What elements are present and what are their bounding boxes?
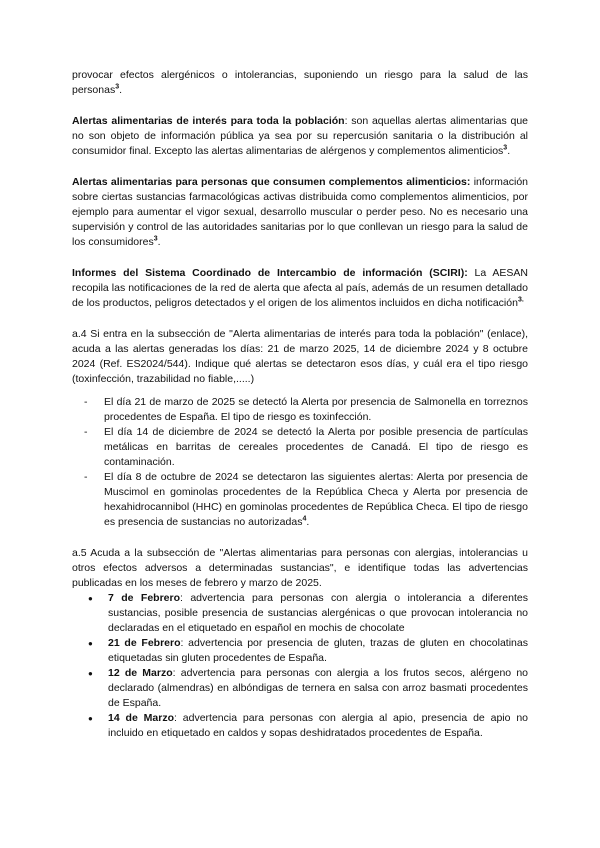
definition-heading: Informes del Sistema Coordinado de Intercambio de información (SCIRI):	[72, 267, 468, 279]
list-item-text: : advertencia por presencia de gluten, trazas de gluten en chocolatinas etiquetadas sin gluten procedentes de España.	[108, 637, 528, 664]
definition-heading: Alertas alimentarias para personas que consumen complementos alimenticios:	[72, 176, 471, 188]
definition-heading: Alertas alimentarias de interés para toda la población	[72, 115, 345, 127]
footnote-ref: 3.	[517, 296, 524, 304]
list-item	[104, 425, 528, 470]
answers-a4-list	[72, 395, 528, 530]
definition-body: : son aquellas alertas alimentarias que no son objeto de información pública ya sea por su repercusión sanitaria o la distribución al consumidor final. Excepto las alertas alimentarias de alérgenos y complementos alimenticios	[72, 115, 528, 157]
list-item-text: : advertencia para personas con alergia o intolerancia a diferentes sustancias, posible presencia de sustancias alergénicas o que provocan intolerancia no declaradas en el etiquetado en español en mochis de chocolate	[108, 592, 528, 634]
definition-body: La AESAN recopila las notificaciones de la red de alerta que afecta al país, además de un resumen detallado de los productos, peligros detectados y el origen de los alimentos incluidos en dicha notificación	[72, 267, 528, 309]
question-a4: a.4 Si entra en la subsección de "Alerta alimentarias de interés para toda la población" (enlace), acuda a las alertas generadas los días: 21 de marzo 2025, 14 de diciembre 2024 y 8 octubre 2024 (Ref. ES2024/544). Indique qué alertas se detectaron esos días, y cuál era el tipo riesgo (toxinfección, trazabilidad no fiable,.....)	[72, 328, 528, 385]
list-item-date: 14 de Marzo	[108, 712, 174, 724]
list-item	[108, 711, 528, 741]
list-item-date: 12 de Marzo	[108, 667, 173, 679]
list-item-text: El día 8 de octubre de 2024 se detectaron las siguientes alertas: Alerta por presencia de Muscimol en gominolas procedentes de la República Checa y Alerta por presencia de hexahidrocannibol (HHC) en gominolas procedentes de República Checa. El tipo de riesgo es presencia de sustancias no autorizadas	[104, 471, 528, 528]
list-item-date: 7 de Febrero	[108, 592, 180, 604]
list-item-text: El día 21 de marzo de 2025 se detectó la Alerta por presencia de Salmonella en torreznos procedentes de España. El tipo de riesgo es toxinfección.	[104, 396, 528, 423]
list-item-text: : advertencia para personas con alergia a los frutos secos, alérgeno no declarado (almendras) en albóndigas de ternera en salsa con arroz basmati procedentes de España.	[108, 667, 528, 709]
definition-body: información sobre ciertas sustancias farmacológicas activas distribuida como complementos alimenticios, por ejemplo para aumentar el vigor sexual, desarrollo muscular o perder peso. No es necesario una supervisión y control de las autoridades sanitarias por lo que conllevan un riesgo para la salud de los consumidores	[72, 176, 528, 248]
definition-poblacion: Alertas alimentarias de interés para toda la población: son aquellas alertas alimentarias que no son objeto de información pública ya sea por su repercusión sanitaria o la distribución al consumidor final. Excepto las alertas alimentarias de alérgenos y complementos alimenticios$^3$.	[72, 115, 528, 157]
list-item-date: 21 de Febrero	[108, 637, 181, 649]
answers-a5-list	[72, 591, 528, 741]
footnote-ref: 3	[115, 83, 120, 91]
list-item-text: : advertencia para personas con alergia al apio, presencia de apio no incluido en etiquetado en caldos y sopas deshidratados procedentes de España.	[108, 712, 528, 739]
list-item	[108, 591, 528, 636]
intro-paragraph: provocar efectos alergénicos o intolerancias, suponiendo un riesgo para la salud de las personas$^3$.	[72, 69, 528, 96]
list-item	[108, 666, 528, 711]
document-page	[72, 68, 528, 741]
list-item	[108, 636, 528, 666]
footnote-ref: 4	[302, 515, 307, 523]
list-item: - El día 8 de octubre de 2024 se detectaron las siguientes alertas: Alerta por presencia de Muscimol en gominolas procedentes de la República Checa y Alerta por presencia de hexahidrocannibol (HHC) en gominolas procedentes de República Checa. El tipo de riesgo es presencia de sustancias no autorizadas$^4$.	[104, 470, 528, 530]
definition-sciri	[72, 266, 528, 311]
footnote-ref: 3	[153, 235, 158, 243]
intro-text: provocar efectos alergénicos o intolerancias, suponiendo un riesgo para la salud de las personas	[72, 69, 528, 96]
definition-complementos: Alertas alimentarias para personas que consumen complementos alimenticios: información sobre ciertas sustancias farmacológicas activas distribuida como complementos alimenticios, por ejemplo para aumentar el vigor sexual, desarrollo muscular o perder peso. No es necesario una supervisión y control de las autoridades sanitarias por lo que conllevan un riesgo para la salud de los consumidores$^3$.	[72, 176, 528, 248]
footnote-ref: 3	[503, 144, 508, 152]
question-a5: a.5 Acuda a la subsección de "Alertas alimentarias para personas con alergias, intolerancias u otros efectos adversos a determinadas sustancias", e identifique todas las advertencias publicadas en los meses de febrero y marzo de 2025.	[72, 547, 528, 589]
list-item	[104, 395, 528, 425]
list-item-text: El día 14 de diciembre de 2024 se detectó la Alerta por posible presencia de partículas metálicas en barritas de cereales procedentes de Canadá. El tipo de riesgo es contaminación.	[104, 426, 528, 468]
